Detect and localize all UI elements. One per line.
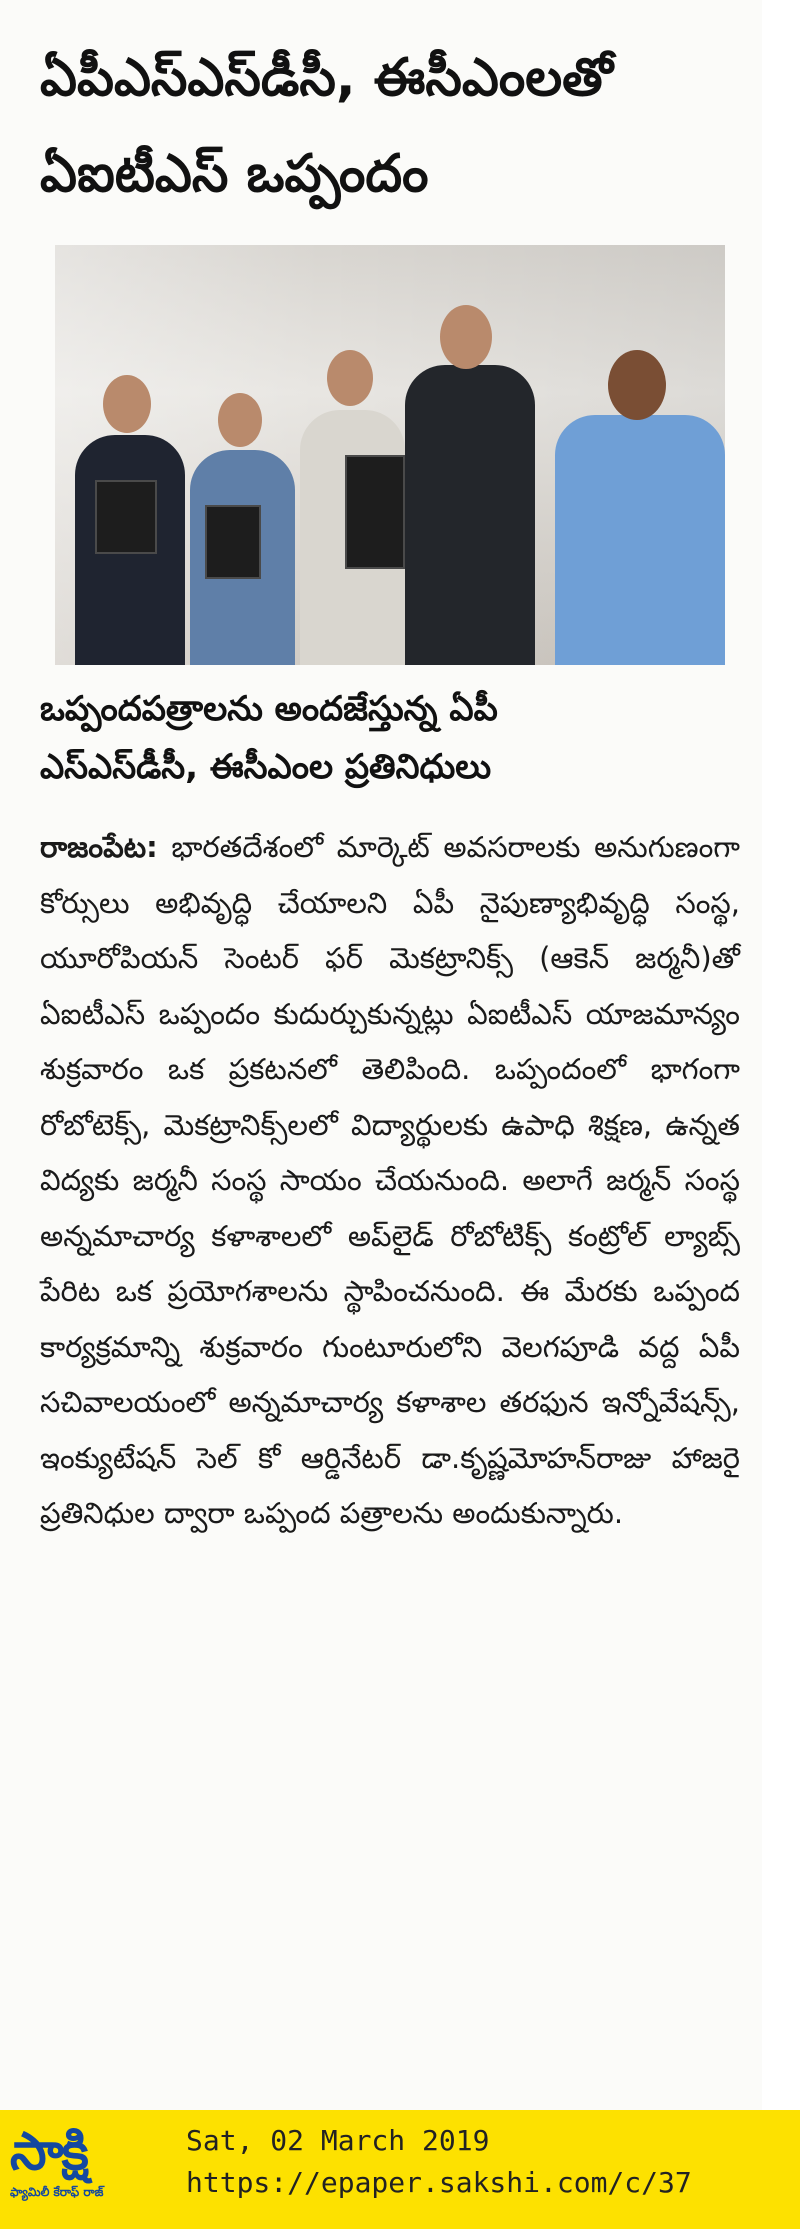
agreement-folder (345, 455, 405, 569)
agreement-folder (205, 505, 261, 579)
article-body (40, 820, 740, 1542)
sakshi-logo (10, 2120, 160, 2220)
headline-line-2: ఏఐటీఎస్ ఒప్పందం (40, 144, 429, 204)
source-url[interactable]: https://epaper.sakshi.com/c/37 (186, 2166, 692, 2199)
logo-text: సాక్షి (10, 2122, 87, 2182)
epaper-footer (0, 2110, 800, 2229)
page-margin (762, 0, 800, 2110)
caption-line-2: ఎస్‌ఎస్‌డీసీ, ఈసీఎంల ప్రతినిధులు (40, 747, 492, 787)
logo-tagline: ఫ్యామిలీ కేరాఫ్ రాజ్ (10, 2185, 104, 2199)
person-head (218, 393, 262, 447)
headline-line-1: ఏపీఎస్‌ఎస్‌డీసీ, ఈసీఎంలతో (40, 48, 613, 108)
person-head (440, 305, 492, 369)
person-figure (555, 415, 725, 665)
photo-caption (40, 680, 740, 796)
article-text: భారతదేశంలో మార్కెట్ అవసరాలకు అనుగుణంగా కోర్సులు అభివృద్ధి చేయాలని ఏపీ నైపుణ్యాభివృద్ధి సంస్థ, యూరోపియన్ సెంటర్ ఫర్ మెకట్రానిక్స్ (ఆకెన్ జర్మనీ)తో ఏఐటీఎస్ ఒప్పందం కుదుర్చుకున్నట్లు ఏఐటీఎస్ యాజమాన్యం శుక్రవారం ఒక ప్రకటనలో తెలిపింది. ఒప్పందంలో భాగంగా రోబోటెక్స్, మెకట్రానిక్స్‌లలో విద్యార్థులకు ఉపాధి శిక్షణ, ఉన్నత విద్యకు జర్మనీ సంస్థ సాయం చేయనుంది. అలాగే జర్మన్ సంస్థ అన్నమాచార్య కళాశాలలో అప్‌లైడ్ రోబోటిక్స్ కంట్రోల్ ల్యాబ్స్ పేరిట ఒక ప్రయోగశాలను స్థాపించనుంది. ఈ మేరకు ఒప్పంద కార్యక్రమాన్ని శుక్రవారం గుంటూరులోని వెలగపూడి వద్ద ఏపీ సచివాలయంలో అన్నమాచార్య కళాశాల తరఫున ఇన్నోవేషన్స్, ఇంక్యుటేషన్ సెల్ కో ఆర్డినేటర్ డా.కృష్ణమోహన్‌రాజు హాజరై ప్రతినిధుల ద్వారా ఒప్పంద పత్రాలను అందుకున్నారు. (40, 830, 741, 1530)
person-figure (405, 365, 535, 665)
caption-line-1: ఒప్పందపత్రాలను అందజేస్తున్న ఏపీ (40, 689, 498, 729)
agreement-folder (95, 480, 157, 554)
cut-off-text-fragment (240, 0, 320, 8)
dateline: రాజంపేట: (40, 830, 158, 864)
publication-date: Sat, 02 March 2019 (186, 2124, 490, 2157)
person-head (103, 375, 151, 433)
person-head (608, 350, 666, 420)
person-head (327, 350, 373, 406)
news-photo (55, 245, 725, 665)
headline (40, 30, 740, 222)
